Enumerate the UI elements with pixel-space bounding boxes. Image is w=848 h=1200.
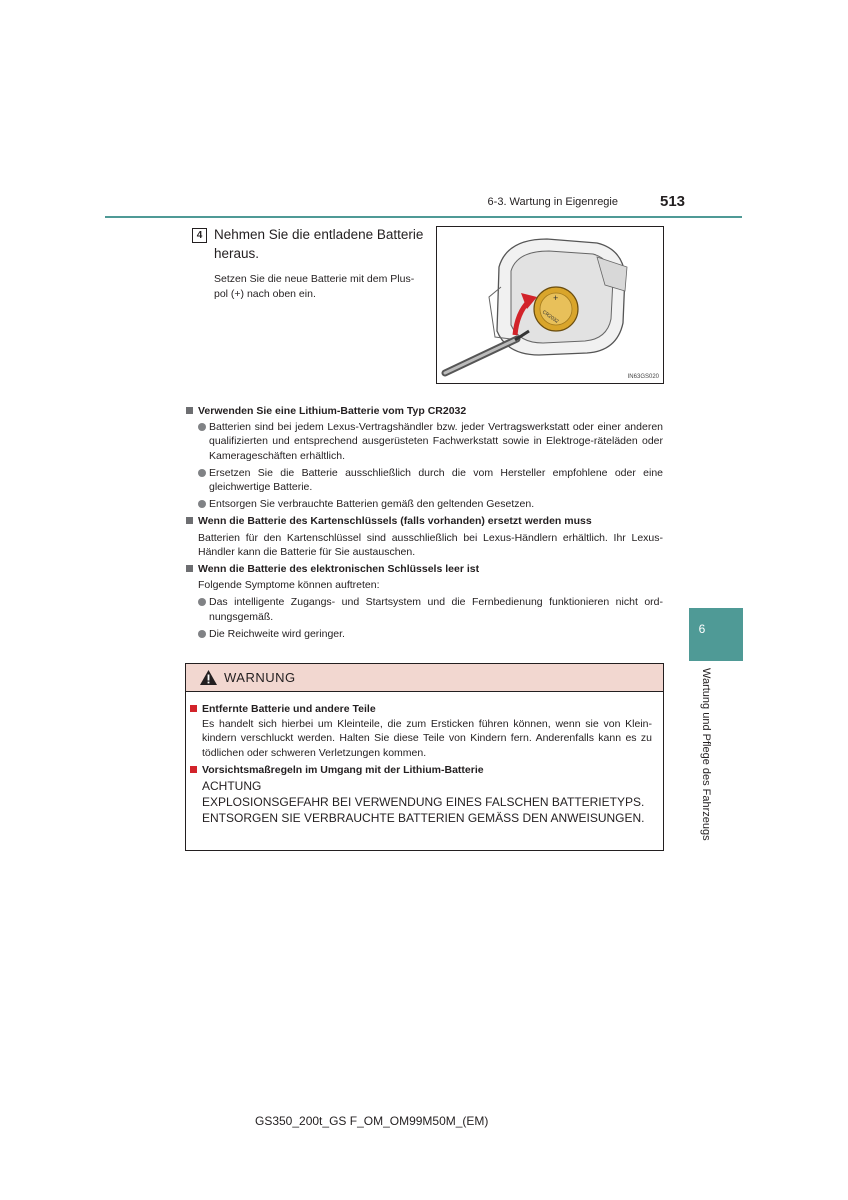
paragraph: Batterien für den Kartenschlüssel sind ausschließlich bei Lexus-Händlern erhältlich. Ihr Lexus-Händler kann die Batterie für Sie austauschen. [198, 531, 663, 558]
warning-caps-line: ACHTUNG [202, 779, 262, 794]
list-item [186, 420, 663, 463]
paragraph: Folgende Symptome können auftreten: [198, 579, 380, 592]
section-heading-text: Verwenden Sie eine Lithium-Batterie vom Typ CR2032 [198, 405, 467, 417]
chapter-title: Wartung und Pflege des Fahrzeugs [700, 668, 712, 841]
bullet-icon [198, 423, 206, 431]
section-title: 6-3. Wartung in Eigenregie [487, 196, 618, 208]
red-square-icon [190, 766, 197, 773]
list-item [186, 497, 663, 511]
red-square-icon [190, 705, 197, 712]
warning-header [186, 664, 663, 692]
step-title: Nehmen Sie die entladene Batterie heraus. [214, 227, 424, 261]
warning-caps-line: ENTSORGEN SIE VERBRAUCHTE BATTERIEN GEMÄSS DEN ANWEISUNGEN. [202, 811, 645, 826]
main-content [186, 404, 663, 644]
list-item [186, 627, 663, 641]
warning-box [185, 663, 664, 851]
screwdriver-shaft-highlight [445, 339, 517, 373]
gray-square-icon [186, 407, 193, 414]
warning-caps-line: EXPLOSIONSGEFAHR BEI VERWENDUNG EINES FALSCHEN BATTERIETYPS. [202, 795, 645, 810]
warning-heading [190, 702, 652, 716]
list-item-text: Die Reichweite wird geringer. [209, 627, 345, 640]
battery-plus: + [553, 293, 559, 303]
list-item-text: Ersetzen Sie die Batterie ausschließlich durch die vom Hersteller empfohlene oder eine gleichwertige Batterie. [209, 466, 663, 494]
list-item-text: Batterien sind bei jedem Lexus-Vertragshändler bzw. jeder Vertragswerkstatt oder einer anderen qualifizierten und entsprechend ausgerüsteten Fachwerkstatt sowie in Elektroge-räteläden oder Kamerageschäften erhältlich. [209, 421, 663, 462]
gray-square-icon [186, 517, 193, 524]
warning-triangle-icon [199, 669, 218, 686]
header-rule [105, 216, 742, 218]
chapter-number: 6 [698, 622, 706, 636]
warning-body [190, 702, 652, 826]
bullet-icon [198, 500, 206, 508]
list-item-text: Entsorgen Sie verbrauchte Batterien gemäß den geltenden Gesetzen. [209, 498, 535, 511]
figure-code: IN63GS020 [627, 374, 659, 380]
warning-heading-text: Entfernte Batterie und andere Teile [202, 703, 376, 715]
warning-heading [190, 763, 652, 777]
section-heading [186, 404, 663, 418]
list-item-text: Das intelligente Zugangs- und Startsystem und die Fernbedienung funktionieren nicht ord-nungsgemäß. [209, 596, 663, 623]
step-number: 4 [192, 228, 207, 243]
list-item [186, 595, 663, 623]
battery-illustration [436, 226, 664, 384]
key-battery-drawing [437, 227, 663, 383]
section-heading-text: Wenn die Batterie des Kartenschlüssels (falls vorhanden) ersetzt werden muss [198, 515, 592, 528]
section-heading-text: Wenn die Batterie des elektronischen Schlüssels leer ist [198, 563, 480, 576]
warning-title: WARNUNG [224, 670, 296, 685]
gray-square-icon [186, 565, 193, 572]
section-heading [186, 562, 663, 576]
bullet-icon [198, 630, 206, 638]
bullet-icon [198, 469, 206, 477]
warning-paragraph: Es handelt sich hierbei um Kleinteile, die zum Ersticken führen können, wenn sie von Klein-kindern verschluckt werden. Halten Sie diese Teile von Kindern fern. Anderenfalls kann es zu tödlichen oder schweren Verletzungen kommen. [202, 718, 652, 759]
footer-model: GS350_200t_GS F_OM_OM99M50M_(EM) [255, 1114, 489, 1128]
step-note: Setzen Sie die neue Batterie mit dem Plus-pol (+) nach oben ein. [214, 273, 415, 300]
section-heading [186, 514, 663, 528]
list-item [186, 466, 663, 494]
warning-heading-text: Vorsichtsmaßregeln im Umgang mit der Lithium-Batterie [202, 763, 484, 776]
battery-label: CR2032 [540, 309, 560, 325]
page-number: 513 [660, 193, 686, 210]
bullet-icon [198, 598, 206, 606]
